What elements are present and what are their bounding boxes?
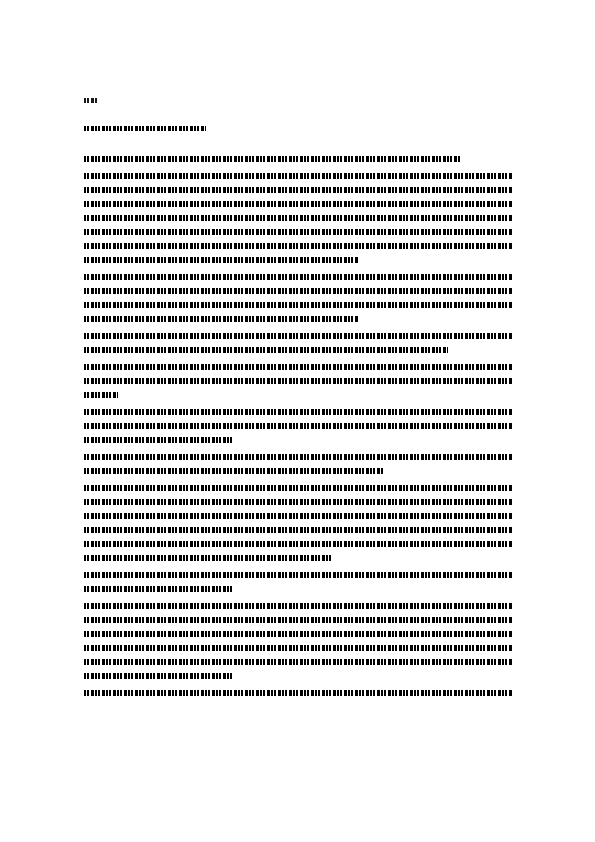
text-line [84, 284, 512, 298]
text-line-glyphs [84, 229, 512, 235]
text-line-glyphs [84, 555, 332, 561]
paragraph [84, 270, 512, 326]
text-line-glyphs [84, 437, 234, 443]
text-line-glyphs [84, 392, 118, 398]
text-line-glyphs [84, 243, 512, 249]
text-line-glyphs [84, 541, 512, 547]
text-line-glyphs [84, 274, 512, 280]
text-line-glyphs [84, 201, 512, 207]
text-line [84, 599, 512, 613]
text-line [84, 270, 512, 284]
text-line [84, 537, 512, 551]
text-line [84, 343, 512, 357]
text-line [84, 211, 512, 225]
text-line [84, 433, 512, 447]
document-heading [84, 96, 512, 106]
text-line-glyphs [84, 215, 512, 221]
text-line [84, 523, 512, 537]
text-line [84, 197, 512, 211]
paragraph-list [84, 152, 512, 700]
text-line [84, 551, 512, 565]
text-line-glyphs [84, 659, 512, 665]
paragraph [84, 405, 512, 447]
text-line [84, 450, 512, 464]
paragraph [84, 152, 512, 166]
text-line-glyphs [84, 333, 512, 339]
text-line-glyphs [84, 423, 512, 429]
text-line [84, 360, 512, 374]
text-line-glyphs [84, 617, 512, 623]
text-line-glyphs [84, 288, 512, 294]
text-line [84, 509, 512, 523]
text-line [84, 239, 512, 253]
paragraph [84, 481, 512, 565]
text-line-glyphs [84, 302, 512, 308]
text-line-glyphs [84, 586, 234, 592]
text-line-glyphs [84, 156, 461, 162]
text-line [84, 655, 512, 669]
text-line [84, 405, 512, 419]
paragraph [84, 450, 512, 478]
text-line-glyphs [84, 645, 512, 651]
text-line [84, 169, 512, 183]
text-line-glyphs [84, 603, 512, 609]
text-line-glyphs [84, 378, 512, 384]
paragraph [84, 329, 512, 357]
text-line [84, 183, 512, 197]
paragraph [84, 169, 512, 267]
text-line [84, 152, 512, 166]
text-line [84, 627, 512, 641]
text-line-glyphs [84, 499, 512, 505]
text-line-glyphs [84, 690, 512, 696]
text-line [84, 686, 512, 700]
text-line-glyphs [84, 187, 512, 193]
text-line [84, 374, 512, 388]
text-line-glyphs [84, 631, 512, 637]
text-line-glyphs [84, 173, 512, 179]
text-line [84, 329, 512, 343]
document-subheading [84, 124, 512, 134]
text-line [84, 464, 512, 478]
paragraph [84, 686, 512, 700]
text-line [84, 568, 512, 582]
text-line [84, 225, 512, 239]
text-line-glyphs [84, 257, 358, 263]
text-line-glyphs [84, 527, 512, 533]
text-line [84, 495, 512, 509]
text-line [84, 312, 512, 326]
paragraph [84, 360, 512, 402]
text-line [84, 582, 512, 596]
text-line-glyphs [84, 673, 234, 679]
text-line-glyphs [84, 409, 512, 415]
text-line-glyphs [84, 485, 512, 491]
text-line [84, 253, 512, 267]
text-line-glyphs [84, 316, 358, 322]
text-line [84, 298, 512, 312]
text-line-glyphs [84, 468, 384, 474]
text-line-glyphs [84, 454, 512, 460]
paragraph [84, 599, 512, 683]
text-line-glyphs [84, 572, 512, 578]
document-body [84, 96, 512, 703]
text-line [84, 641, 512, 655]
text-line-glyphs [84, 513, 512, 519]
text-line-glyphs [84, 347, 448, 353]
text-line [84, 669, 512, 683]
text-line [84, 613, 512, 627]
text-line [84, 388, 512, 402]
paragraph [84, 568, 512, 596]
text-line [84, 481, 512, 495]
text-line-glyphs [84, 364, 512, 370]
text-line [84, 419, 512, 433]
